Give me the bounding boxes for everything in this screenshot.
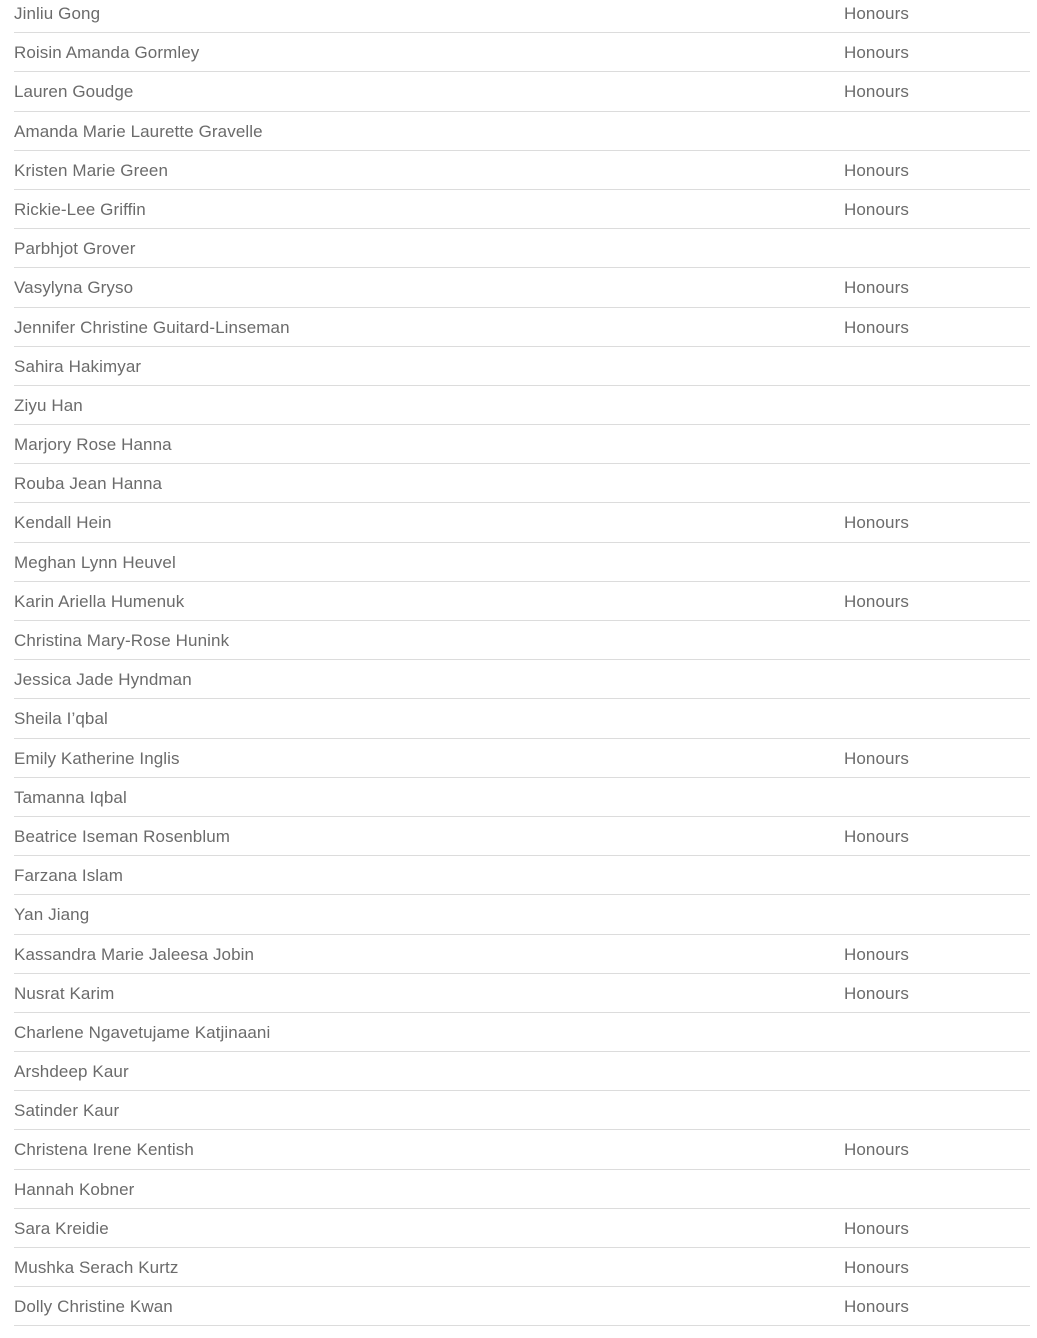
list-item — [14, 582, 1030, 621]
graduate-name: Dolly Christine Kwan — [14, 1297, 173, 1317]
graduate-name: Arshdeep Kaur — [14, 1062, 129, 1082]
honours-label: Honours — [844, 160, 909, 180]
honours-label: Honours — [844, 983, 909, 1003]
list-item — [14, 974, 1030, 1013]
list-item — [14, 1130, 1030, 1169]
graduate-name: Rickie-Lee Griffin — [14, 199, 146, 219]
list-item — [14, 347, 1030, 386]
graduate-name: Parbhjot Grover — [14, 239, 136, 259]
graduate-name: Farzana Islam — [14, 866, 124, 886]
list-item — [14, 895, 1030, 934]
list-item — [14, 1287, 1030, 1326]
graduate-name: Kassandra Marie Jaleesa Jobin — [14, 944, 255, 964]
list-item — [14, 935, 1030, 974]
graduate-name: Mushka Serach Kurtz — [14, 1258, 179, 1277]
graduate-name: Rouba Jean Hanna — [14, 474, 163, 494]
honours-label: Honours — [844, 1297, 909, 1317]
list-item — [14, 151, 1030, 190]
list-item — [14, 1248, 1030, 1287]
honours-label: Honours — [844, 1218, 909, 1238]
list-item — [14, 308, 1030, 347]
list-item — [14, 229, 1030, 268]
list-item — [14, 503, 1030, 542]
honours-label: Honours — [844, 826, 909, 846]
graduate-name: Nusrat Karim — [14, 983, 115, 1003]
list-item — [14, 425, 1030, 464]
list-item — [14, 464, 1030, 503]
honours-label: Honours — [844, 748, 909, 768]
graduate-name: Meghan Lynn Heuvel — [14, 552, 176, 572]
honours-label: Honours — [844, 1258, 909, 1277]
graduate-name: Roisin Amanda Gormley — [14, 43, 200, 63]
graduate-name: Christina Mary-Rose Hunink — [14, 631, 230, 650]
honours-label: Honours — [844, 278, 909, 298]
honours-label: Honours — [844, 1140, 909, 1160]
graduate-name: Ziyu Han — [14, 395, 83, 415]
list-item — [14, 778, 1030, 817]
honours-label: Honours — [844, 591, 909, 611]
graduate-name: Sara Kreidie — [14, 1218, 109, 1238]
list-item — [14, 0, 1030, 33]
list-item — [14, 699, 1030, 738]
graduate-name: Kendall Hein — [14, 513, 112, 533]
graduate-name: Marjory Rose Hanna — [14, 435, 172, 455]
list-item — [14, 72, 1030, 111]
list-item — [14, 817, 1030, 856]
list-item — [14, 112, 1030, 151]
graduate-name: Vasylyna Gryso — [14, 278, 134, 298]
honours-label: Honours — [844, 82, 909, 102]
graduate-name: Jinliu Gong — [14, 4, 101, 23]
list-item — [14, 33, 1030, 72]
graduate-name: Jessica Jade Hyndman — [14, 670, 192, 690]
list-item — [14, 1091, 1030, 1130]
graduate-name: Satinder Kaur — [14, 1101, 120, 1121]
list-item — [14, 1170, 1030, 1209]
graduate-name: Beatrice Iseman Rosenblum — [14, 826, 231, 846]
graduate-name: Emily Katherine Inglis — [14, 748, 180, 768]
honours-label: Honours — [844, 4, 909, 23]
honours-label: Honours — [844, 317, 909, 337]
list-item — [14, 1209, 1030, 1248]
graduate-name: Yan Jiang — [14, 905, 90, 925]
honours-label: Honours — [844, 43, 909, 63]
list-item — [14, 268, 1030, 307]
list-item — [14, 739, 1030, 778]
graduate-name: Sheila I’qbal — [14, 709, 108, 729]
list-item — [14, 856, 1030, 895]
graduate-name: Amanda Marie Laurette Gravelle — [14, 121, 263, 141]
honours-label: Honours — [844, 944, 909, 964]
graduate-name: Karin Ariella Humenuk — [14, 591, 185, 611]
graduate-name: Kristen Marie Green — [14, 160, 169, 180]
graduate-name: Christena Irene Kentish — [14, 1140, 194, 1160]
list-item — [14, 1013, 1030, 1052]
list-item — [14, 660, 1030, 699]
list-item — [14, 621, 1030, 660]
list-item — [14, 1052, 1030, 1091]
graduate-name: Hannah Kobner — [14, 1179, 135, 1199]
graduate-name: Tamanna Iqbal — [14, 787, 127, 807]
graduate-name: Charlene Ngavetujame Katjinaani — [14, 1022, 271, 1042]
honours-label: Honours — [844, 199, 909, 219]
list-item — [14, 543, 1030, 582]
graduate-name: Jennifer Christine Guitard-Linseman — [14, 317, 290, 337]
graduate-list — [14, 0, 1030, 1326]
graduate-name: Lauren Goudge — [14, 82, 134, 102]
list-item — [14, 386, 1030, 425]
list-item — [14, 190, 1030, 229]
honours-label: Honours — [844, 513, 909, 533]
graduate-name: Sahira Hakimyar — [14, 356, 142, 376]
